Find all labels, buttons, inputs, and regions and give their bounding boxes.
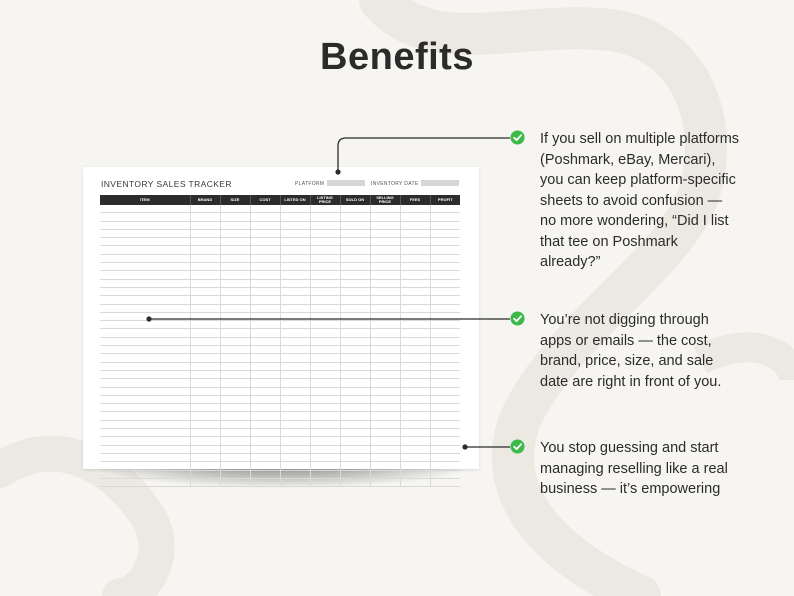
connector-1 <box>338 138 510 172</box>
benefit-text-1: If you sell on multiple platforms (Poshmark, eBay, Mercari), you can keep platform-specific sheets to avoid confusion — no more wondering, “Did I list that tee on Poshmark already?” <box>540 131 740 270</box>
benefit-text-2: You’re not digging through apps or emails — the cost, brand, price, size, and sale date are right in front of you. <box>540 312 722 390</box>
platform-label: PLATFORM <box>295 181 325 187</box>
benefit-text-3: You stop guessing and start managing reselling like a real business — it’s empowering <box>540 440 728 497</box>
column-header: COST <box>250 195 280 205</box>
column-header: SOLD ON <box>340 195 370 205</box>
column-header: ITEM <box>100 195 190 205</box>
page-title: Benefits <box>320 36 474 78</box>
column-header: BRAND <box>190 195 220 205</box>
column-header: SIZE <box>220 195 250 205</box>
check-circle-icon <box>510 130 525 145</box>
column-header: SELLING PRICE <box>370 195 400 205</box>
check-circle-icon <box>510 311 525 326</box>
column-header: FEES <box>400 195 430 205</box>
check-circle-icon <box>510 439 525 454</box>
column-header: LISTING PRICE <box>310 195 340 205</box>
column-header: LISTED ON <box>280 195 310 205</box>
sheet-title: INVENTORY SALES TRACKER <box>101 179 232 189</box>
inventory-date-label: INVENTORY DATE <box>371 181 419 187</box>
column-header: PROFIT <box>430 195 460 205</box>
